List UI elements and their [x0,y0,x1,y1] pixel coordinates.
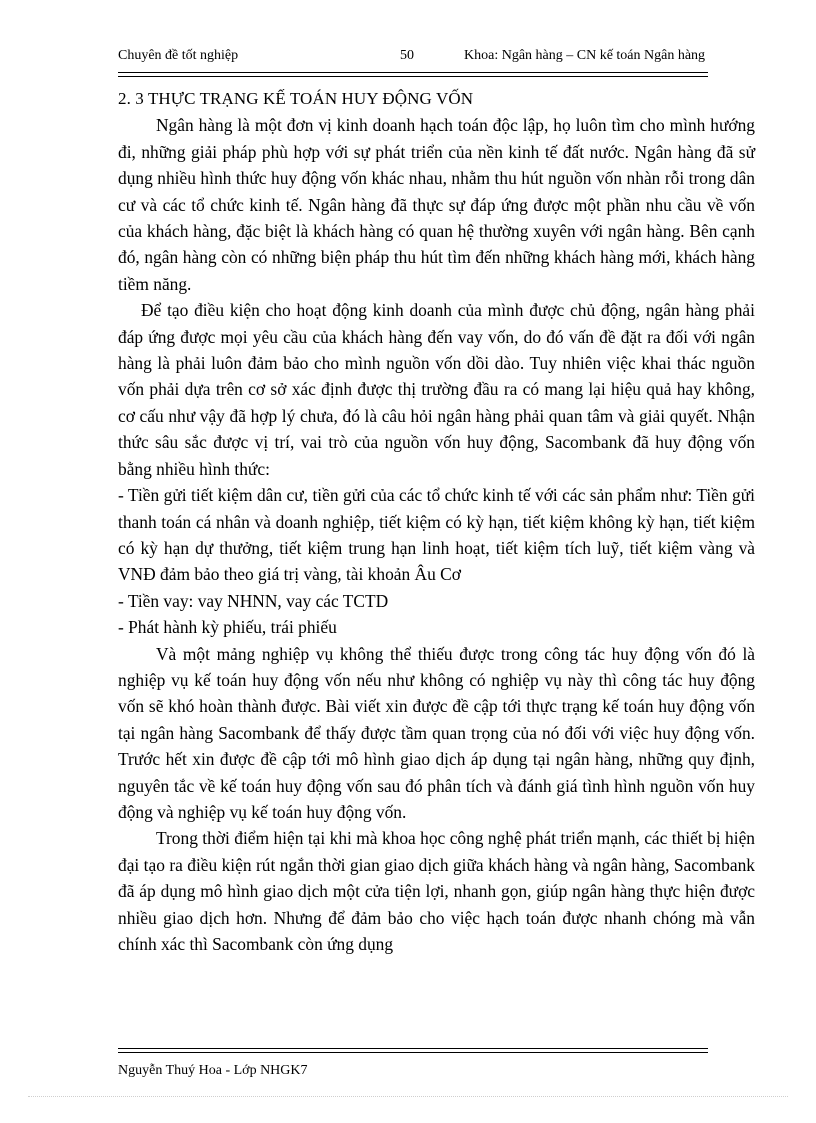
section-heading: 2. 3 THỰC TRẠNG KẾ TOÁN HUY ĐỘNG VỐN [118,89,474,108]
header-document-type: Chuyên đề tốt nghiệp [118,48,239,63]
paragraph-accounting: Và một mảng nghiệp vụ không thể thiếu được trong công tác huy động vốn đó là nghiệp vụ kế toán huy động vốn nếu như không có nghiệp vụ này thì công tác huy động vốn sẽ khó hoàn thành được. Bài viết xin được đề cập tới thực trạng kế toán huy động vốn tại ngân hàng Sacombank để thấy được tầm quan trọng của nó đối với việc huy động vốn. Trước hết xin được đề cập tới mô hình giao dịch áp dụng tại ngân hàng, những quy định, nguyên tắc về kế toán huy động vốn sau đó phân tích và đánh giá tình hình nguồn vốn huy động và nghiệp vụ kế toán huy động vốn. [118,643,755,822]
page-number: 50 [400,48,414,63]
page-edge-dots [28,1096,788,1097]
paragraph-intro: Ngân hàng là một đơn vị kinh doanh hạch toán độc lập, họ luôn tìm cho mình hướng đi, những giải pháp phù hợp với sự phát triển của nền kinh tế đất nước. Ngân hàng đã sử dụng nhiều hình thức huy động vốn khác nhau, nhằm thu hút nguồn vốn nhàn rỗi trong dân cư và các tổ chức kinh tế. Ngân hàng đã thực sự đáp ứng được một phần nhu cầu về vốn của khách hàng, đặc biệt là khách hàng có quan hệ thường xuyên với ngân hàng. Bên cạnh đó, ngân hàng còn có những biện pháp thu hút tìm đến những khách hàng mới, khách hàng tiềm năng. [118,115,755,294]
page-footer-author: Nguyễn Thuý Hoa - Lớp NHGK7 [118,1063,308,1078]
header-faculty: Khoa: Ngân hàng – CN kế toán Ngân hàng [464,48,706,63]
header-divider [118,72,708,77]
page-header [118,48,738,68]
paragraph-technology: Trong thời điểm hiện tại khi mà khoa học công nghệ phát triển mạnh, các thiết bị hiện đại tạo ra điều kiện rút ngắn thời gian giao dịch giữa khách hàng và ngân hàng, Sacombank đã áp dụng mô hình giao dịch một cửa tiện lợi, nhanh gọn, giúp ngân hàng thực hiện được nhiều giao dịch hơn. Nhưng để đảm bảo cho việc hạch toán được nhanh chóng mà vẫn chính xác thì Sacombank còn ứng dụng [118,828,755,954]
document-body [118,86,755,957]
bullet-deposits: - Tiền gửi tiết kiệm dân cư, tiền gửi của các tổ chức kinh tế với các sản phẩm như: Tiền gửi thanh toán cá nhân và doanh nghiệp, tiết kiệm có kỳ hạn, tiết kiệm không kỳ hạn, tiết kiệm có kỳ hạn dự thưởng, tiết kiệm trung hạn linh hoạt, tiết kiệm tích luỹ, tiết kiệm vàng và VNĐ đảm bảo theo giá trị vàng, tài khoản Âu Cơ [118,485,755,585]
paragraph-conditions: Để tạo điều kiện cho hoạt động kinh doanh của mình được chủ động, ngân hàng phải đáp ứng được mọi yêu cầu của khách hàng đến vay vốn, do đó vấn đề đặt ra đối với ngân hàng là phải luôn đảm bảo cho mình nguồn vốn dồi dào. Tuy nhiên việc khai thác nguồn vốn phải dựa trên cơ sở xác định được thị trường đầu ra có mang lại hiệu quả hay không, cơ cấu như vậy đã hợp lý chưa, đó là câu hỏi ngân hàng phải quan tâm và giải quyết. Nhận thức sâu sắc được vị trí, vai trò của nguồn vốn huy động, Sacombank đã huy động vốn bằng nhiều hình thức: [118,300,755,479]
footer-divider [118,1048,708,1053]
bullet-borrowing: - Tiền vay: vay NHNN, vay các TCTD [118,590,389,611]
bullet-bonds: - Phát hành kỳ phiếu, trái phiếu [118,617,337,638]
